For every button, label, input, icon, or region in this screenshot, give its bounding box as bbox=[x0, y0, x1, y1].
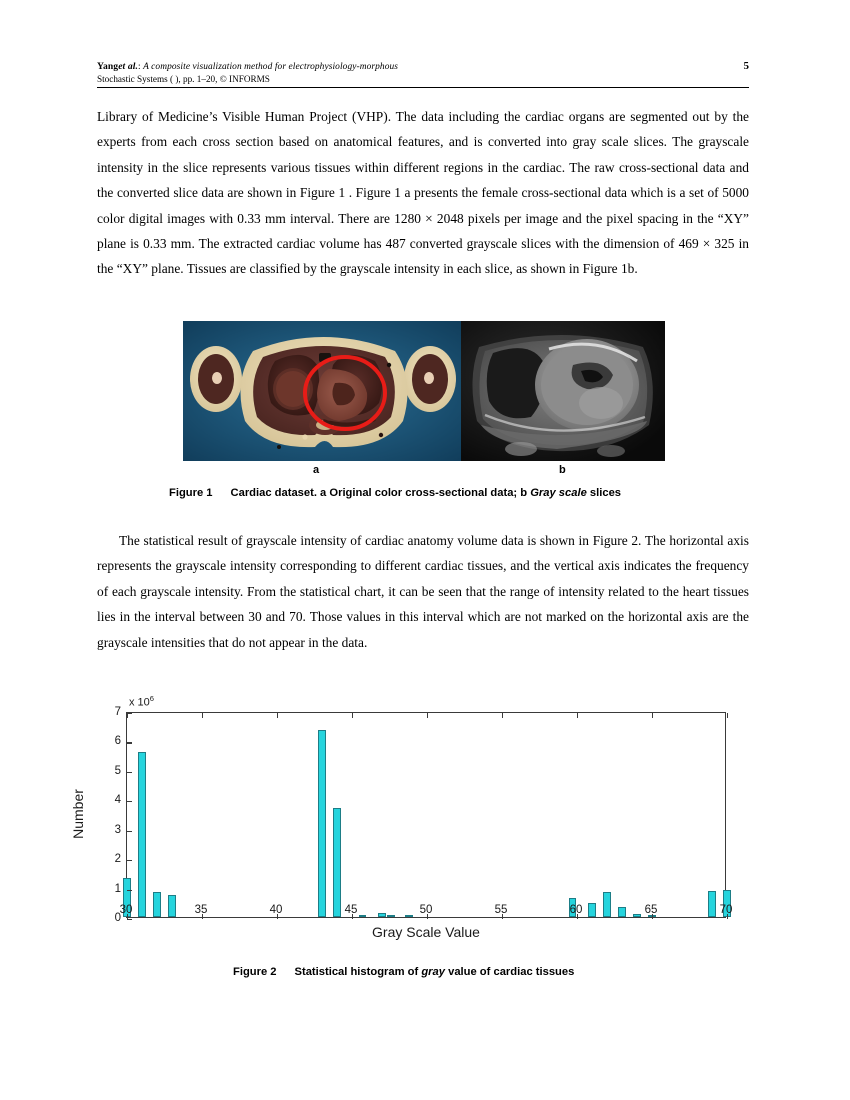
x-tick-mark-top bbox=[277, 713, 278, 718]
figure2-caption-text-1: Statistical histogram of bbox=[294, 966, 422, 978]
y-tick-label: 3 bbox=[114, 823, 121, 836]
figure1-caption-text-2: slices bbox=[586, 487, 622, 499]
figure1-label-a: a bbox=[313, 464, 320, 476]
figure1-panel-letters bbox=[183, 464, 665, 478]
y-axis-exponent-base: x 10 bbox=[129, 696, 150, 709]
x-axis-label: Gray Scale Value bbox=[372, 924, 480, 940]
y-axis-label: Number bbox=[69, 789, 86, 839]
y-tick-mark bbox=[127, 831, 132, 832]
x-tick-mark-top bbox=[652, 713, 653, 718]
y-tick-label: 4 bbox=[114, 794, 121, 807]
cross-section-illustration bbox=[183, 321, 463, 461]
histogram-bar bbox=[168, 895, 175, 917]
y-tick-label: 6 bbox=[114, 735, 121, 748]
figure1-caption-label: Figure 1 bbox=[169, 487, 213, 499]
x-tick-mark-top bbox=[127, 713, 128, 718]
histogram-bar bbox=[405, 915, 412, 917]
y-tick-mark bbox=[127, 801, 132, 802]
histogram-bar bbox=[359, 915, 366, 917]
header-authors: Yang bbox=[97, 61, 119, 72]
y-tick-label: 5 bbox=[114, 764, 121, 777]
histogram-bar bbox=[618, 907, 625, 917]
histogram-bars bbox=[127, 713, 725, 917]
histogram-bar bbox=[633, 914, 640, 917]
figure1-images bbox=[183, 321, 665, 461]
x-tick-mark-top bbox=[427, 713, 428, 718]
figure1-caption bbox=[169, 487, 621, 499]
histogram-bar bbox=[333, 808, 340, 917]
y-axis-exponent bbox=[129, 694, 154, 709]
y-tick-label: 2 bbox=[114, 853, 121, 866]
x-tick-label: 65 bbox=[644, 904, 658, 916]
histogram-bar bbox=[378, 913, 385, 917]
header-journal-line: Stochastic Systems ( ), pp. 1–20, © INFORMS bbox=[97, 74, 270, 84]
x-tick-label: 35 bbox=[194, 904, 208, 916]
histogram-bar bbox=[387, 915, 394, 917]
x-tick-label: 55 bbox=[494, 904, 508, 916]
histogram-bar bbox=[153, 892, 160, 917]
figure2-caption-text-2: value of cardiac tissues bbox=[444, 966, 575, 978]
x-tick-label: 40 bbox=[269, 904, 283, 916]
figure1-label-b: b bbox=[559, 464, 566, 476]
x-tick-label: 70 bbox=[719, 904, 733, 916]
y-axis-exponent-power: 6 bbox=[149, 694, 155, 703]
header-colon: : bbox=[138, 61, 141, 71]
page-number: 5 bbox=[743, 60, 749, 72]
y-tick-label: 0 bbox=[114, 912, 121, 924]
x-tick-mark-top bbox=[577, 713, 578, 718]
histogram-bar bbox=[138, 752, 145, 917]
y-tick-mark bbox=[127, 772, 132, 773]
figure2-caption-italic: gray bbox=[421, 966, 445, 978]
figure2-caption-label: Figure 2 bbox=[233, 966, 277, 978]
figure2-histogram bbox=[69, 694, 751, 942]
header-title-line bbox=[97, 60, 749, 73]
x-tick-mark-top bbox=[352, 713, 353, 718]
header-divider bbox=[97, 87, 749, 88]
body-paragraph-2: The statistical result of grayscale intensity of cardiac anatomy volume data is shown in Figure 2. The horizontal axis represents the grayscale intensity corresponding to different cardiac tissues, and the vertical axis indicates the frequency of each grayscale intensity. From the statistical chart, it can be seen that the range of intensity related to the heart tissues lies in the interval between 30 and 70. Those values in this interval which are not marked on the horizontal axis are the grayscale intensities that do not appear in the data. bbox=[97, 533, 749, 650]
x-tick-mark-top bbox=[502, 713, 503, 718]
y-tick-mark bbox=[127, 860, 132, 861]
y-tick-label: 1 bbox=[114, 882, 121, 895]
x-tick-label: 60 bbox=[569, 904, 583, 916]
x-tick-mark-top bbox=[202, 713, 203, 718]
histogram-bar bbox=[708, 891, 715, 917]
y-tick-mark bbox=[127, 919, 132, 920]
y-tick-mark bbox=[127, 890, 132, 891]
body-paragraph-1: Library of Medicine’s Visible Human Project (VHP). The data including the cardiac organs are segmented out by the experts from each cross section based on anatomical features, and is converted into gray scale slices. The grayscale intensity in the slice represents various tissues within different regions in the cardiac. The raw cross-sectional data and the converted slice data are shown in Figure 1 . Figure 1 a presents the female cross-sectional data which is a set of 5000 color digital images with 0.33 mm interval. There are 1280 × 2048 pixels per image and the pixel spacing in the “XY” plane is 0.33 mm. The extracted cardiac volume has 487 converted grayscale slices with the dimension of 469 × 325 in the “XY” plane. Tissues are classified by the grayscale intensity in each slice, as shown in Figure 1b. bbox=[97, 109, 749, 277]
figure2-caption bbox=[233, 966, 574, 978]
x-tick-label: 50 bbox=[419, 904, 433, 916]
histogram-bar bbox=[318, 730, 325, 917]
histogram-bar bbox=[588, 903, 595, 917]
running-header bbox=[97, 60, 749, 85]
figure1-panel-b-grayscale-slice bbox=[461, 321, 665, 461]
header-authors-etal: et al. bbox=[118, 61, 138, 72]
x-tick-label: 30 bbox=[119, 904, 133, 916]
x-tick-mark-top bbox=[727, 713, 728, 718]
plot-area bbox=[126, 712, 726, 918]
figure1-caption-text-1: Cardiac dataset. a Original color cross-sectional data; b bbox=[230, 487, 531, 499]
figure1-caption-italic: Gray scale bbox=[530, 487, 587, 499]
figure1-panel-a-color-cross-section bbox=[183, 321, 463, 461]
header-paper-title: A composite visualization method for electrophysiology-morphous bbox=[143, 62, 399, 72]
y-tick-mark bbox=[127, 742, 132, 743]
y-tick-label: 7 bbox=[114, 706, 121, 718]
histogram-bar bbox=[603, 892, 610, 917]
grayscale-slice-illustration bbox=[461, 321, 665, 461]
x-tick-label: 45 bbox=[344, 904, 358, 916]
